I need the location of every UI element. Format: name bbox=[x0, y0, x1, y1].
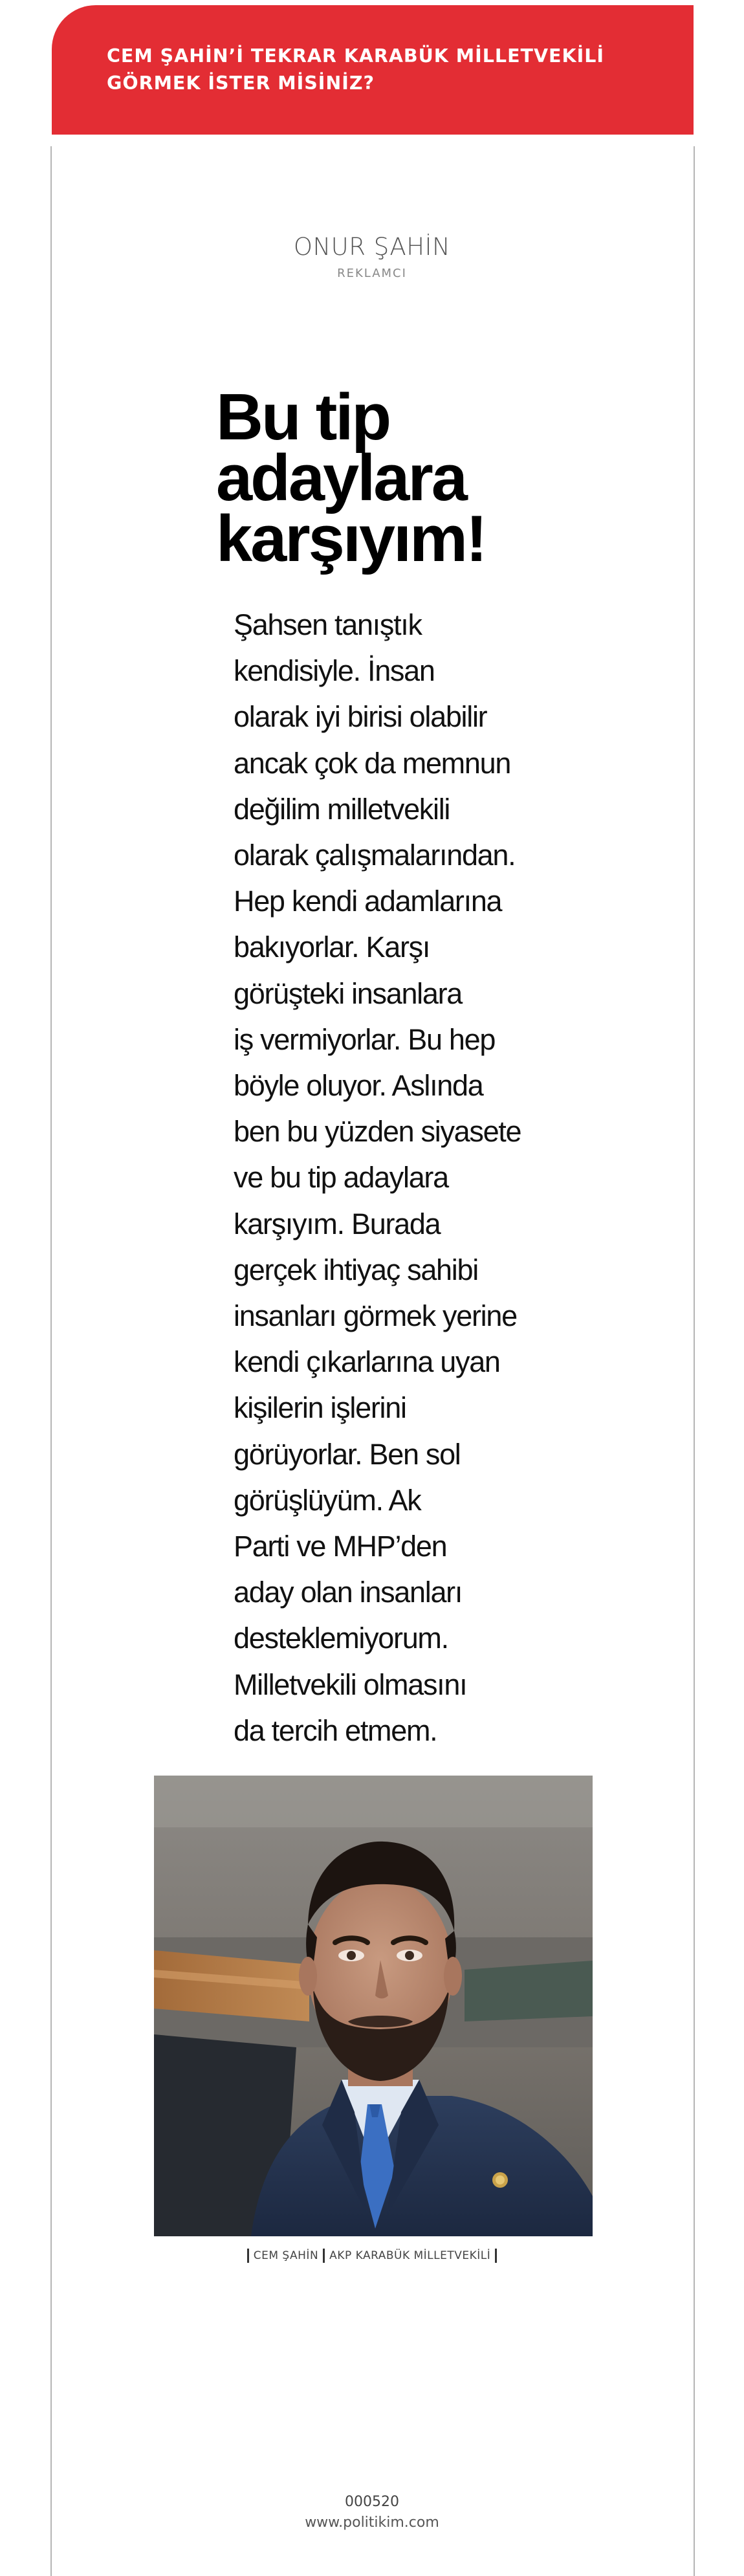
footer-website-link[interactable]: www.politikim.com bbox=[305, 2515, 439, 2531]
body-line: iş vermiyorlar. Bu hep bbox=[234, 1022, 496, 1056]
author-role: REKLAMCI bbox=[337, 267, 407, 280]
body-line: değilim milletvekili bbox=[234, 792, 450, 826]
caption-separator bbox=[495, 2249, 497, 2263]
caption-person-title: AKP KARABÜK MİLLETVEKİLİ bbox=[329, 2249, 491, 2262]
body-line: ancak çok da memnun bbox=[234, 746, 511, 780]
body-line: karşıyım. Burada bbox=[234, 1207, 441, 1240]
article-headline bbox=[216, 381, 486, 575]
body-line: Parti ve MHP’den bbox=[234, 1530, 447, 1563]
body-line: ben bu yüzden siyasete bbox=[234, 1115, 521, 1149]
body-line: aday olan insanları bbox=[234, 1576, 463, 1609]
frame-left-border bbox=[50, 146, 52, 2576]
headline-line: Bu tip bbox=[216, 381, 390, 454]
header-banner bbox=[52, 5, 694, 135]
body-line: Hep kendi adamlarına bbox=[234, 885, 502, 918]
footer-code: 000520 bbox=[345, 2494, 399, 2510]
body-line: ve bu tip adaylara bbox=[234, 1161, 448, 1194]
headline-line: karşıyım! bbox=[216, 503, 486, 575]
banner-title-line: CEM ŞAHİN’İ TEKRAR KARABÜK MİLLETVEKİLİ bbox=[107, 45, 604, 67]
body-line: Milletvekili olmasını bbox=[234, 1668, 467, 1701]
body-line: kişilerin işlerini bbox=[234, 1391, 406, 1425]
body-line: görüyorlar. Ben sol bbox=[234, 1437, 461, 1471]
caption-separator bbox=[247, 2249, 249, 2263]
body-line: olarak iyi birisi olabilir bbox=[234, 700, 487, 734]
caption-separator bbox=[323, 2249, 325, 2263]
portrait-photo bbox=[154, 1776, 593, 2236]
frame-right-border bbox=[694, 146, 695, 2576]
body-line: kendi çıkarlarına uyan bbox=[234, 1345, 500, 1379]
page-footer bbox=[194, 2492, 550, 2533]
banner-title-line: GÖRMEK İSTER MİSİNİZ? bbox=[107, 72, 375, 94]
body-line: desteklemiyorum. bbox=[234, 1622, 448, 1655]
body-line: görüşlüyüm. Ak bbox=[234, 1483, 421, 1517]
body-line: bakıyorlar. Karşı bbox=[234, 930, 430, 964]
photo-caption bbox=[194, 2248, 550, 2263]
caption-person-name: CEM ŞAHİN bbox=[253, 2249, 319, 2262]
body-line: gerçek ihtiyaç sahibi bbox=[234, 1253, 478, 1286]
body-line: böyle oluyor. Aslında bbox=[234, 1069, 483, 1103]
body-line: kendisiyle. İnsan bbox=[234, 654, 435, 688]
banner-title bbox=[107, 43, 694, 97]
body-line: da tercih etmem. bbox=[234, 1713, 437, 1747]
author-block bbox=[194, 233, 550, 282]
article-body bbox=[234, 602, 521, 1754]
body-line: Şahsen tanıştık bbox=[234, 608, 422, 641]
body-line: görüşteki insanlara bbox=[234, 976, 463, 1010]
body-line: olarak çalışmalarından. bbox=[234, 839, 516, 872]
body-line: insanları görmek yerine bbox=[234, 1299, 517, 1333]
headline-line: adaylara bbox=[216, 442, 466, 514]
author-name: ONUR ŞAHİN bbox=[293, 233, 451, 261]
